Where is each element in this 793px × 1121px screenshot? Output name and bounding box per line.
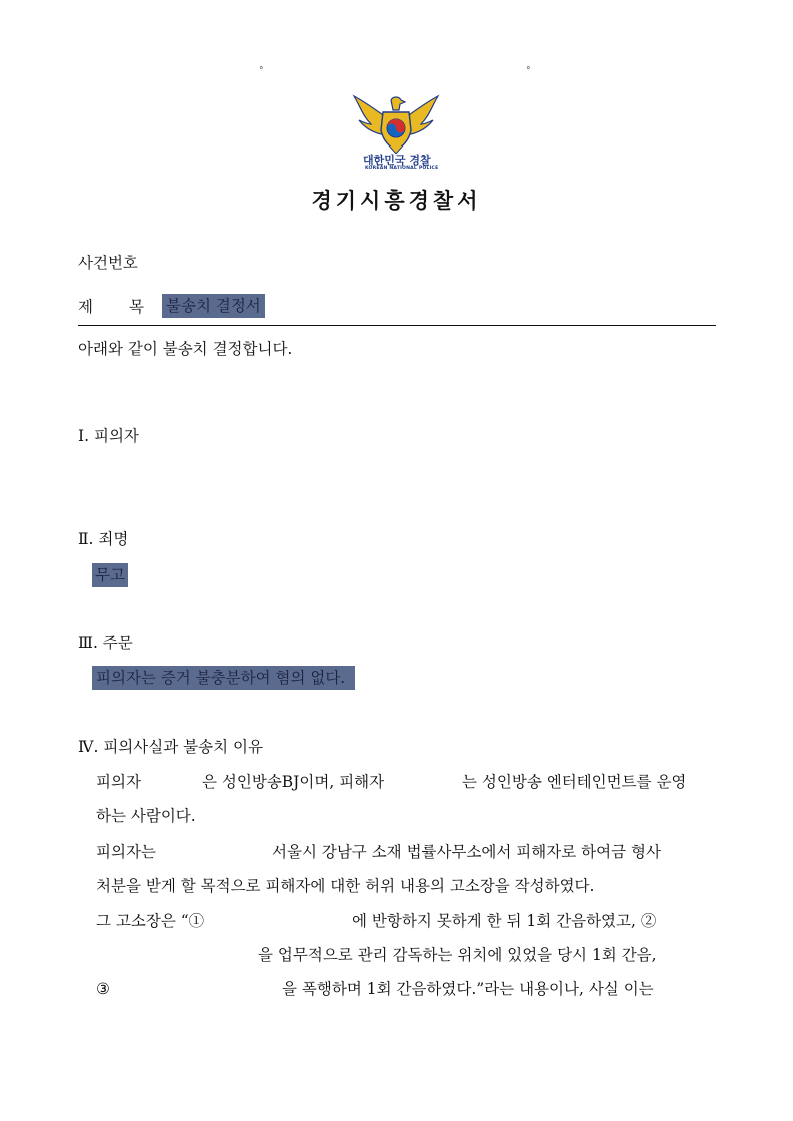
- section-1-heading: Ⅰ. 피의자: [78, 427, 139, 445]
- reason-p3-line2: 을 업무적으로 관리 감독하는 위치에 있었을 당시 1회 간음,: [258, 946, 657, 964]
- emblem-org-name: 대한민국 경찰: [363, 154, 431, 167]
- disposition-value: 피의자는 증거 불충분하여 혐의 없다.: [92, 666, 355, 690]
- section-2-heading: Ⅱ. 죄명: [78, 530, 129, 548]
- subject-label-2: 목: [129, 298, 144, 316]
- reason-p1-line1: 피의자 은 성인방송BJ이며, 피해자 는 성인방송 엔터테인먼트를 운영: [96, 773, 687, 791]
- reason-p3-line1: 그 고소장은 “① 에 반항하지 못하게 한 뒤 1회 간음하였고, ②: [96, 912, 657, 930]
- case-number-label: 사건번호: [78, 254, 138, 272]
- reason-p2-line1: 피의자는 서울시 강남구 소재 법률사무소에서 피해자로 하여금 형사: [96, 843, 661, 861]
- charge-value: 무고: [92, 563, 128, 587]
- subject-value: 불송치 결정서: [162, 294, 265, 318]
- reason-p3-line3: ③ 을 폭행하며 1회 간음하였다.”라는 내용이나, 사실 이는: [96, 980, 654, 998]
- header-dot-right: °: [526, 66, 531, 76]
- police-emblem: [349, 94, 443, 174]
- subject-label-1: 제: [78, 298, 93, 316]
- intro-text: 아래와 같이 불송치 결정합니다.: [78, 340, 293, 358]
- header-dot-left: °: [259, 66, 264, 76]
- header-rule: [78, 325, 716, 326]
- reason-p2-line2: 처분을 받게 할 목적으로 피해자에 대한 허위 내용의 고소장을 작성하였다.: [96, 877, 595, 895]
- agency-title: 경기시흥경찰서: [311, 188, 482, 213]
- reason-p1-line2: 하는 사람이다.: [96, 807, 196, 825]
- emblem-org-name-en: KOREAN NATIONAL POLICE: [365, 166, 439, 171]
- section-4-heading: Ⅳ. 피의사실과 불송치 이유: [78, 738, 263, 756]
- police-eagle-emblem-icon: [349, 94, 443, 154]
- section-3-heading: Ⅲ. 주문: [78, 634, 133, 652]
